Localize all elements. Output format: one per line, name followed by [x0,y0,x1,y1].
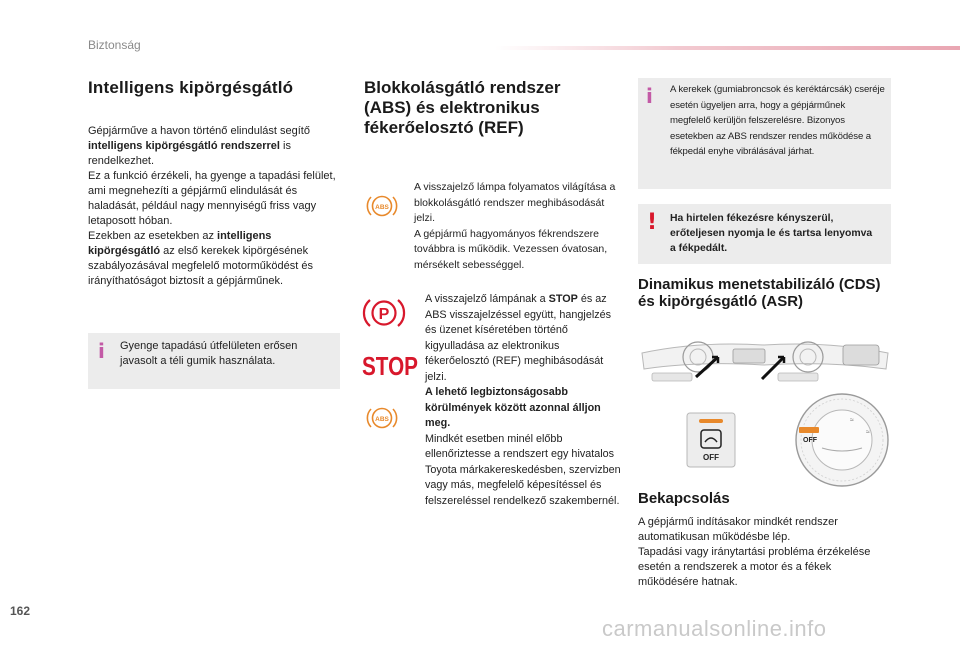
info-icon-2: i [646,84,653,108]
header-rule [495,46,960,50]
esp-off-switch-illustration [686,412,736,468]
abs-lamp-text: A visszajelző lámpa folyamatos világítása a blokkolásgátló rendszer meghibásodását jelzi. A gépjármű hagyományos fékrendszere továbbra is működik. Vezessen óvatosan, mérsékelt sebességgel. [414,181,616,271]
title-activation: Bekapcsolás [638,490,730,507]
section-label: Biztonság [88,38,141,52]
title-abs-ref: Blokkolásgátló rendszer (ABS) és elektronikus fékerőelosztó (REF) [364,78,561,137]
title-cds-asr: Dinamikus menetstabilizáló (CDS) és kipörgésgátló (ASR) [638,276,881,310]
svg-text:≈: ≈ [850,417,854,424]
title-intelligent-traction: Intelligens kipörgésgátló [88,78,294,97]
svg-text:ABS: ABS [375,204,389,211]
intelligent-traction-text: Gépjárműve a havon történő elindulást segítő intelligens kipörgésgátló rendszerrel is rendelkezhet. Ez a funkció érzékeli, ha gyenge a tapadási felület, ami megnehezíti a gépjármű elindulását és haladását, például nagy mennyiségű friss vagy letaposott hóban. Ezekben az esetekben az intelligens kipörgésgátló az első kerekek kipörgésének szabályozásával megfelelő motorműködést és irányíthatóságot biztosít a gépjárműnek. [88,125,336,287]
info-box-winter-tyres-text: Gyenge tapadású útfelületen erősen javasolt a téli gumik használata. [120,340,298,367]
exclamation-icon: ! [647,210,658,235]
svg-text:≈: ≈ [866,429,870,436]
ref-failure-text: A visszajelző lámpának a STOP és az ABS visszajelzéssel együtt, hangjelzés és üzenet kíséretében történő kigyulladása az elektronikus fékerőelosztó (REF) meghibásodását jelzi. A lehető legbiztonságosabb körülmények között azonnal álljon meg. Mindkét esetben minél előbb ellenőriztesse a rendszert egy hivatalos Toyota márkakereskedésben, szervizben vagy más, megfelelő képesítéssel és felszereléssel rendelkező szakembernél. [425,293,621,507]
page-number: 162 [10,604,31,618]
abs-warning-icon-2 [366,404,398,432]
svg-text:P: P [378,306,390,323]
info-box-wheel-change-text: A kerekek (gumiabroncsok és keréktárcsák) cseréje esetén ügyeljen arra, hogy a gépjárműnek megfelelő kerüljön felszerelésre. Bizonyos esetekben az ABS rendszer rendes működése a fékpedál enyhe vibrálásával járhat. [670,84,885,157]
svg-text:OFF: OFF [803,437,817,444]
stop-warning-icon [361,350,419,380]
parking-brake-warning-icon [364,296,404,330]
watermark: carmanualsonline.info [602,616,827,641]
off-label: OFF [703,453,719,462]
info-icon: i [98,339,105,363]
warning-box-emergency-braking-text: Ha hirtelen fékezésre kényszerül, erőteljesen nyomja le és tartsa lenyomva a fékpedált. [670,213,873,254]
abs-warning-icon [366,192,398,220]
svg-text:STOP: STOP [362,351,418,381]
svg-text:ABS: ABS [375,416,389,423]
terrain-dial-illustration [786,390,898,490]
dashboard-illustration [638,331,891,391]
activation-text: A gépjármű indításakor mindkét rendszer automatikusan működésbe lép. Tapadási vagy iránytartási probléma érzékelése esetén a rendszerek a motor és a fékek működésére hatnak. [638,516,871,588]
